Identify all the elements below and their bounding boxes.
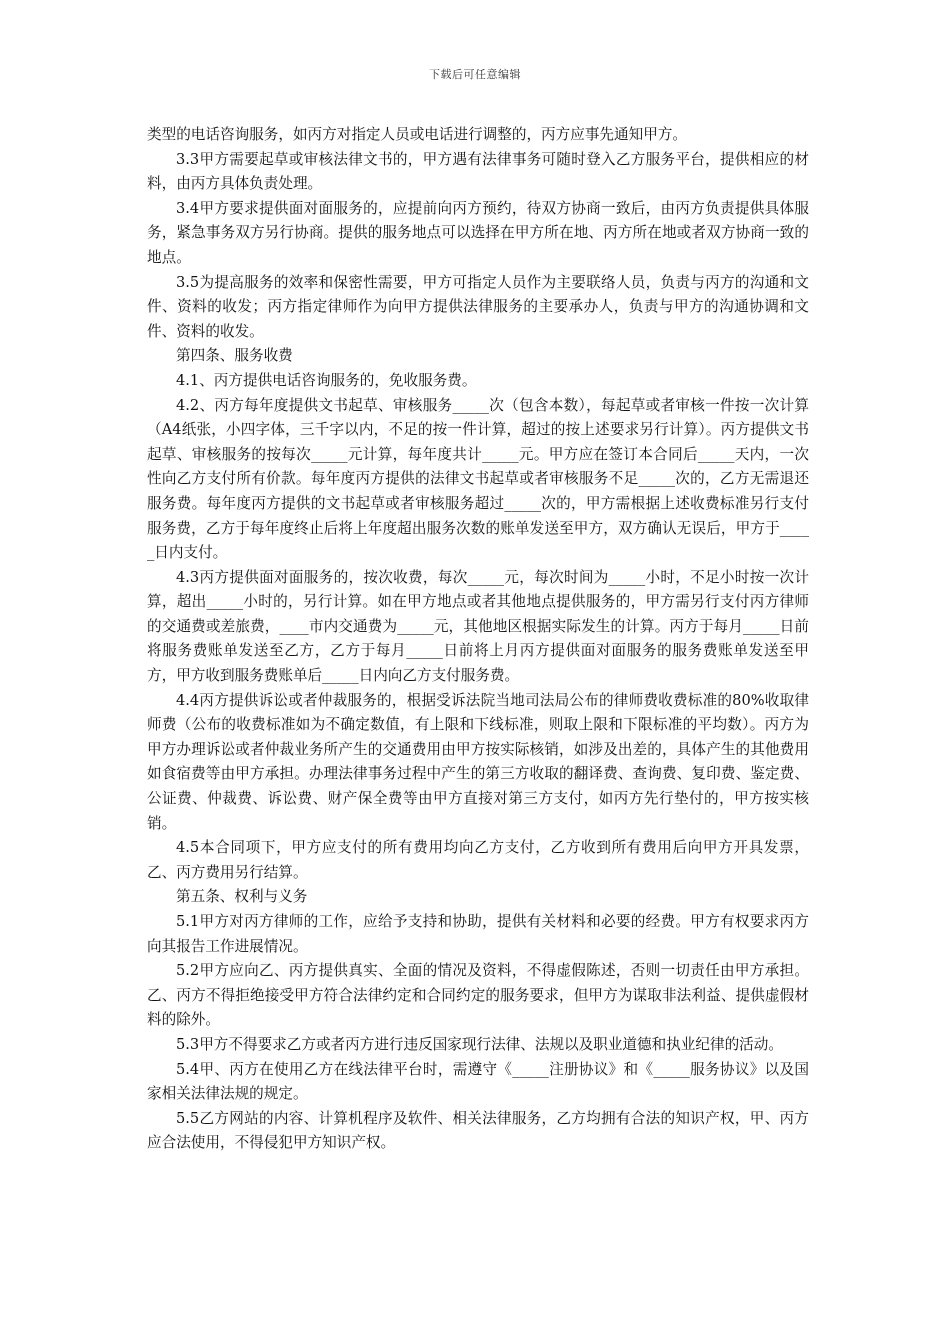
paragraph: 4.2、丙方每年度提供文书起草、审核服务_____次（包含本数），每起草或者审核一件按一次计算（A4纸张，小四字体，三千字以内，不足的按一件计算，超过的按上述要求另行计算）。丙方提供文书起草、审核服务的按每次_____元计算，每年度共计_____元。甲方应在签订本合同后_____天内，一次性向乙方支付所有价款。每年度丙方提供的法律文书起草或者审核服务不足_____次的，乙方无需退还服务费。每年度丙方提供的文书起草或者审核服务超过_____次的，甲方需根据上述收费标准另行支付服务费，乙方于每年度终止后将上年度超出服务次数的账单发送至甲方，双方确认无误后，甲方于_____日内支付。 (147, 396, 809, 562)
paragraph: 4.4丙方提供诉讼或者仲裁服务的，根据受诉法院当地司法局公布的律师费收费标准的80%收取律师费（公布的收费标准如为不确定数值，有上限和下线标准，则取上限和下限标准的平均数）。丙方为甲方办理诉讼或者仲裁业务所产生的交通费用由甲方按实际核销，如涉及出差的，具体产生的其他费用如食宿费等由甲方承担。办理法律事务过程中产生的第三方收取的翻译费、查询费、复印费、鉴定费、公证费、仲裁费、诉讼费、财产保全费等由甲方直接对第三方支付，如丙方先行垫付的，甲方按实核销。 (147, 691, 809, 832)
document-body (147, 123, 809, 1156)
paragraph: 3.4甲方要求提供面对面服务的，应提前向丙方预约，待双方协商一致后，由丙方负责提供具体服务，紧急事务双方另行协商。提供的服务地点可以选择在甲方所在地、丙方所在地或者双方协商一致的地点。 (147, 199, 809, 266)
paragraph: 5.1甲方对丙方律师的工作，应给予支持和协助，提供有关材料和必要的经费。甲方有权要求丙方向其报告工作进展情况。 (147, 913, 809, 955)
paragraph: 5.4甲、丙方在使用乙方在线法律平台时，需遵守《_____注册协议》和《_____服务协议》以及国家相关法律法规的规定。 (147, 1060, 809, 1103)
section-heading: 第五条、权利与义务 (176, 888, 308, 906)
section-heading: 第四条、服务收费 (176, 347, 293, 365)
paragraph: 3.3甲方需要起草或审核法律文书的，甲方遇有法律事务可随时登入乙方服务平台，提供相应的材料，由丙方具体负责处理。 (147, 150, 809, 193)
paragraph: 类型的电话咨询服务，如丙方对指定人员或电话进行调整的，丙方应事先通知甲方。 (147, 126, 687, 143)
paragraph: 5.3甲方不得要求乙方或者丙方进行违反国家现行法律、法规以及职业道德和执业纪律的活动。 (176, 1035, 783, 1053)
paragraph: 5.2甲方应向乙、丙方提供真实、全面的情况及资料，不得虚假陈述，否则一切责任由甲方承担。乙、丙方不得拒绝接受甲方符合法律约定和合同约定的服务要求，但甲方为谋取非法利益、提供虚假材料的除外。 (147, 962, 809, 1029)
page-header-note: 下载后可任意编辑 (429, 68, 521, 81)
paragraph: 4.5本合同项下，甲方应支付的所有费用均向乙方支付，乙方收到所有费用后向甲方开具发票，乙、丙方费用另行结算。 (147, 839, 809, 881)
paragraph: 5.5乙方网站的内容、计算机程序及软件、相关法律服务，乙方均拥有合法的知识产权，甲、丙方应合法使用，不得侵犯甲方知识产权。 (147, 1109, 809, 1152)
paragraph: 4.3丙方提供面对面服务的，按次收费，每次_____元，每次时间为_____小时，不足小时按一次计算，超出_____小时的，另行计算。如在甲方地点或者其他地点提供服务的，甲方需另行支付丙方律师的交通费或差旅费，____市内交通费为_____元，其他地区根据实际发生的计算。丙方于每月_____日前将服务费账单发送至乙方，乙方于每月_____日前将上月丙方提供面对面服务的服务费账单发送至甲方，甲方收到服务费账单后_____日内向乙方支付服务费。 (147, 568, 809, 685)
paragraph: 4.1、丙方提供电话咨询服务的，免收服务费。 (176, 371, 477, 389)
paragraph: 3.5为提高服务的效率和保密性需要，甲方可指定人员作为主要联络人员，负责与丙方的沟通和文件、资料的收发；丙方指定律师作为向甲方提供法律服务的主要承办人，负责与甲方的沟通协调和文件、资料的收发。 (147, 273, 809, 340)
